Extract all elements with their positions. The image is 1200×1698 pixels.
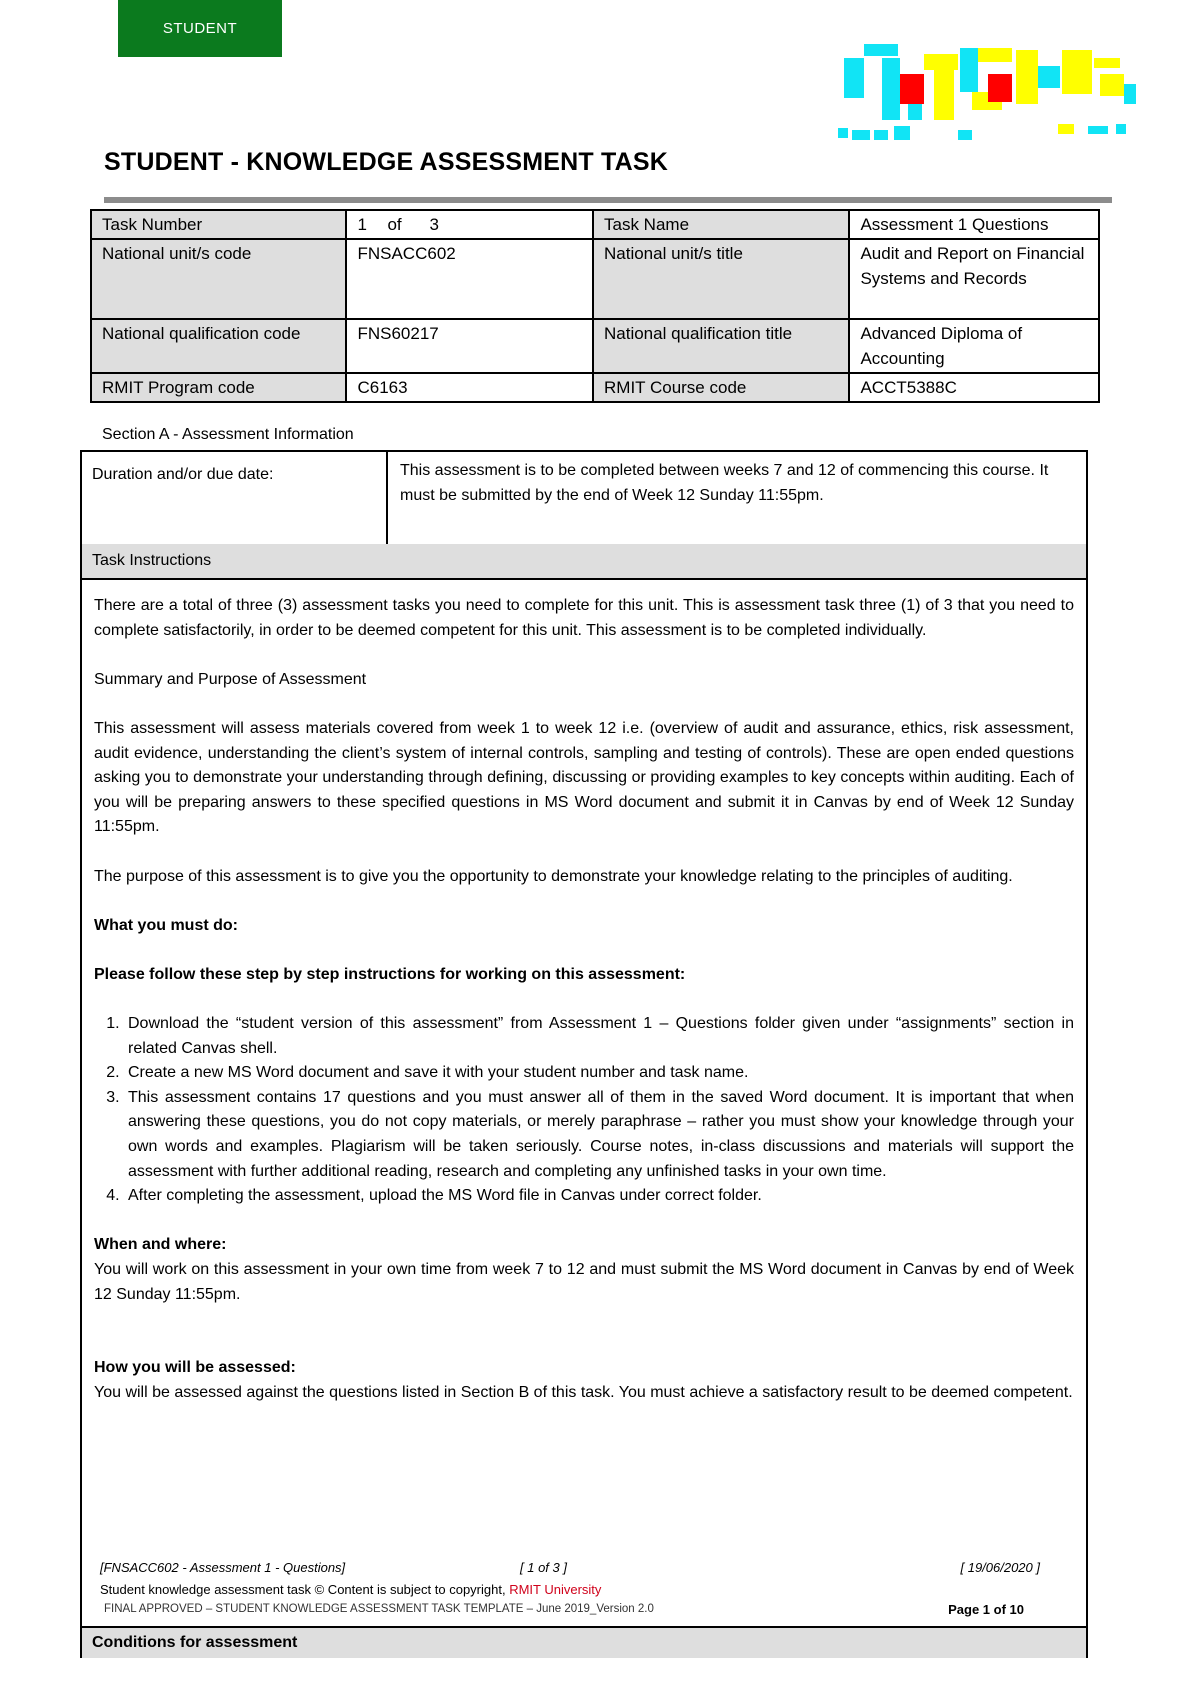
when-paragraph: You will work on this assessment in your own time from week 7 to 12 and must submit the MS Word document in Canvas by end of Week 12 Sunday 11:55pm. (94, 1261, 1074, 1303)
section-a-heading: Section A - Assessment Information (102, 426, 354, 443)
unit-title-value: Audit and Report on Financial Systems and Records (849, 239, 1099, 319)
due-date-text: This assessment is to be completed between weeks 7 and 12 of commencing this course. It must be submitted by the end of Week 12 Sunday 11:55pm. (400, 462, 1049, 504)
step-item: 4. After completing the assessment, upload the MS Word file in Canvas under correct folder. (124, 1184, 1074, 1209)
summary-heading: Summary and Purpose of Assessment (94, 670, 367, 688)
summary-paragraph: This assessment will assess materials covered from week 1 to week 12 i.e. (overview of audit and assurance, ethics, risk assessment, audit evidence, understanding the client’s system of internal controls, sampling and testing of controls). These are open ended questions asking you to demonstrate your understanding through defining, discussing or providing examples to key concepts within auditing. Each of you will be preparing answers to these specified questions in MS Word document and submit it in Canvas by end of Week 12 Sunday 11:55pm. (94, 719, 1074, 836)
template-text: FINAL APPROVED – STUDENT KNOWLEDGE ASSESSMENT TASK TEMPLATE – June 2019_Version 2.0 (104, 1603, 654, 1615)
footer-doc-ref: [FNSACC602 - Assessment 1 - Questions] (100, 1560, 346, 1575)
program-code-value: C6163 (346, 373, 593, 402)
steps-list (94, 1012, 1074, 1209)
task-info-table (90, 209, 1100, 403)
assessment-info-box (80, 450, 1088, 1658)
title-divider (104, 197, 1112, 203)
step-item: 3. This assessment contains 17 questions and you must answer all of them in the saved Word document. It is important that when answering these questions, you do not copy materials, or merely paraphrase – rather you must show your knowledge through your own words and examples. Plagiarism will be taken seriously. Course notes, in-class discussions and materials will support the assessment with further additional reading, research and completing any unfinished tasks in your own time. (124, 1086, 1074, 1184)
when-heading: When and where: (94, 1236, 227, 1254)
qual-code-label: National qualification code (91, 319, 346, 373)
course-code-value: ACCT5388C (849, 373, 1099, 402)
conditions-header: Conditions for assessment (82, 1626, 1086, 1658)
footer-copyright (100, 1582, 601, 1597)
footer-date: [ 19/06/2020 ] (960, 1560, 1040, 1575)
page-title: STUDENT - KNOWLEDGE ASSESSMENT TASK (104, 148, 668, 176)
footer-template-line (104, 1603, 1024, 1615)
unit-code-value: FNSACC602 (346, 239, 593, 319)
must-do-heading: What you must do: (94, 916, 238, 934)
steps-heading: Please follow these step by step instructions for working on this assessment: (94, 965, 686, 983)
program-code-label: RMIT Program code (91, 373, 346, 402)
step-item: 1. Download the “student version of this assessment” from Assessment 1 – Questions folder given under “assignments” section in related Canvas shell. (124, 1012, 1074, 1061)
due-date-row (82, 452, 1086, 546)
purpose-paragraph: The purpose of this assessment is to give you the opportunity to demonstrate your knowledge relating to the principles of auditing. (94, 867, 1013, 885)
due-date-label: Duration and/or due date: (82, 452, 388, 544)
qual-code-value: FNS60217 (346, 319, 593, 373)
task-number-value: 1 of 3 (346, 210, 593, 239)
task-instructions-body (94, 594, 1074, 1405)
student-badge: STUDENT (118, 0, 282, 57)
page-number: Page 1 of 10 (948, 1602, 1024, 1617)
task-name-label: Task Name (593, 210, 849, 239)
footer-page-of: [ 1 of 3 ] (520, 1560, 567, 1575)
task-instructions-header: Task Instructions (82, 544, 1086, 580)
unit-title-label: National unit/s title (593, 239, 849, 319)
qual-title-value: Advanced Diploma of Accounting (849, 319, 1099, 373)
how-heading: How you will be assessed: (94, 1359, 296, 1377)
copyright-text: Student knowledge assessment task © Content is subject to copyright, (100, 1582, 506, 1597)
task-number-label: Task Number (91, 210, 346, 239)
course-code-label: RMIT Course code (593, 373, 849, 402)
how-paragraph: You will be assessed against the questions listed in Section B of this task. You must achieve a satisfactory result to be deemed competent. (94, 1383, 1073, 1401)
qual-title-label: National qualification title (593, 319, 849, 373)
copyright-owner: RMIT University (509, 1582, 602, 1597)
unit-code-label: National unit/s code (91, 239, 346, 319)
step-item: 2. Create a new MS Word document and save it with your student number and task name. (124, 1061, 1074, 1086)
rmit-logo (838, 44, 1138, 150)
intro-paragraph: There are a total of three (3) assessment tasks you need to complete for this unit. This is assessment task three (1) of 3 that you need to complete satisfactorily, in order to be deemed competent for this unit. This assessment is to be completed individually. (94, 597, 1074, 639)
footer-reference-line (100, 1560, 1040, 1578)
task-name-value: Assessment 1 Questions (849, 210, 1099, 239)
